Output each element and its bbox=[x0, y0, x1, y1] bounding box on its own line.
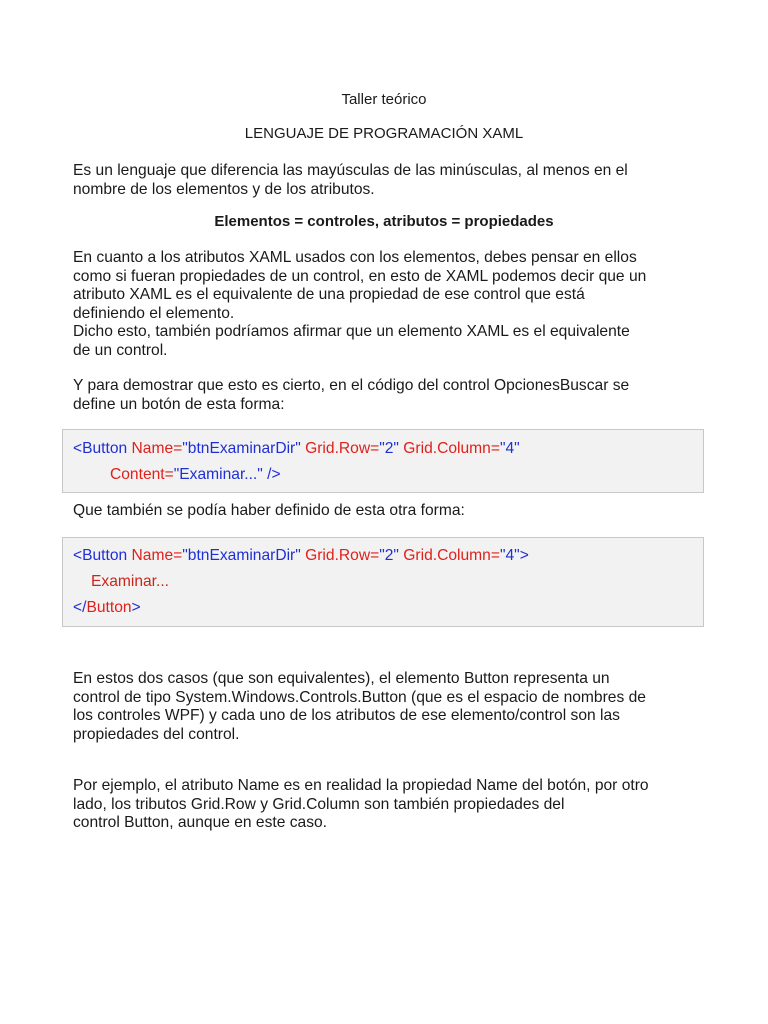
code-line bbox=[73, 547, 529, 565]
code-value: "4" bbox=[499, 547, 520, 564]
code-content-text: Examinar... bbox=[91, 573, 169, 590]
document-subtitle: Taller teórico bbox=[341, 91, 427, 108]
code-block-content-form bbox=[62, 537, 704, 627]
code-attribute: Grid.Column= bbox=[398, 547, 500, 564]
text-line: de un control. bbox=[73, 341, 168, 359]
text-line: como si fueran propiedades de un control, en esto de XAML podemos decir que un bbox=[73, 267, 647, 285]
code-attribute: Grid.Column= bbox=[398, 440, 500, 457]
code-tag: > bbox=[131, 599, 141, 616]
text-line: Dicho esto, también podríamos afirmar que un elemento XAML es el equivalente bbox=[73, 323, 630, 340]
text-line: En estos dos casos (que son equivalentes), el elemento Button representa un bbox=[73, 670, 610, 687]
code-block-attribute-form bbox=[62, 429, 704, 493]
code-tag: /> bbox=[262, 466, 281, 483]
text-line: los controles WPF) y cada uno de los atributos de ese elemento/control son las bbox=[73, 707, 620, 724]
code-line bbox=[73, 599, 141, 617]
code-tag: </ bbox=[73, 599, 87, 616]
text-line: definiendo el elemento. bbox=[73, 304, 235, 322]
text-line: define un botón de esta forma: bbox=[73, 395, 285, 413]
code-attribute: Content= bbox=[110, 466, 174, 483]
code-attribute: Grid.Row= bbox=[300, 547, 380, 564]
text-line: control Button, aunque en este caso. bbox=[73, 814, 328, 831]
example-paragraph bbox=[73, 777, 713, 833]
text-line: Que también se podía haber definido de esta otra forma: bbox=[73, 502, 465, 519]
text-line: lado, los tributos Grid.Row y Grid.Column son también propiedades del bbox=[73, 795, 565, 813]
code-value: "btnExaminarDir" bbox=[182, 547, 301, 564]
code-value: "btnExaminarDir" bbox=[182, 440, 301, 457]
code-value: "Examinar..." bbox=[173, 466, 263, 483]
code-attribute: Grid.Row= bbox=[300, 440, 380, 457]
text-line: nombre de los elementos y de los atributos. bbox=[73, 180, 375, 198]
code-tag: > bbox=[519, 547, 529, 564]
code-element-name: Button bbox=[86, 599, 132, 616]
intro-paragraph bbox=[73, 162, 713, 199]
code-tag: <Button bbox=[73, 440, 128, 457]
code-value: "4" bbox=[499, 440, 520, 457]
text-line: Por ejemplo, el atributo Name es en realidad la propiedad Name del botón, por otro bbox=[73, 777, 649, 794]
code-attribute: Name= bbox=[127, 547, 183, 564]
alternative-paragraph bbox=[73, 502, 713, 521]
attributes-paragraph bbox=[73, 249, 713, 360]
code-line bbox=[73, 440, 520, 458]
code-line bbox=[91, 573, 169, 591]
equivalence-paragraph bbox=[73, 670, 713, 744]
demonstration-paragraph bbox=[73, 377, 713, 414]
code-value: "2" bbox=[379, 547, 399, 564]
document-title: LENGUAJE DE PROGRAMACIÓN XAML bbox=[244, 125, 524, 142]
code-line bbox=[110, 466, 281, 484]
text-line: Es un lenguaje que diferencia las mayúsculas de las minúsculas, al menos en el bbox=[73, 162, 628, 179]
text-line: Y para demostrar que esto es cierto, en el código del control OpcionesBuscar se bbox=[73, 377, 630, 394]
section-heading: Elementos = controles, atributos = propiedades bbox=[214, 213, 554, 230]
code-value: "2" bbox=[379, 440, 399, 457]
code-attribute: Name= bbox=[127, 440, 183, 457]
text-line: propiedades del control. bbox=[73, 725, 240, 743]
text-line: En cuanto a los atributos XAML usados con los elementos, debes pensar en ellos bbox=[73, 249, 637, 266]
code-tag: <Button bbox=[73, 547, 128, 564]
text-line: atributo XAML es el equivalente de una propiedad de ese control que está bbox=[73, 286, 585, 303]
text-line: control de tipo System.Windows.Controls.Button (que es el espacio de nombres de bbox=[73, 688, 646, 706]
